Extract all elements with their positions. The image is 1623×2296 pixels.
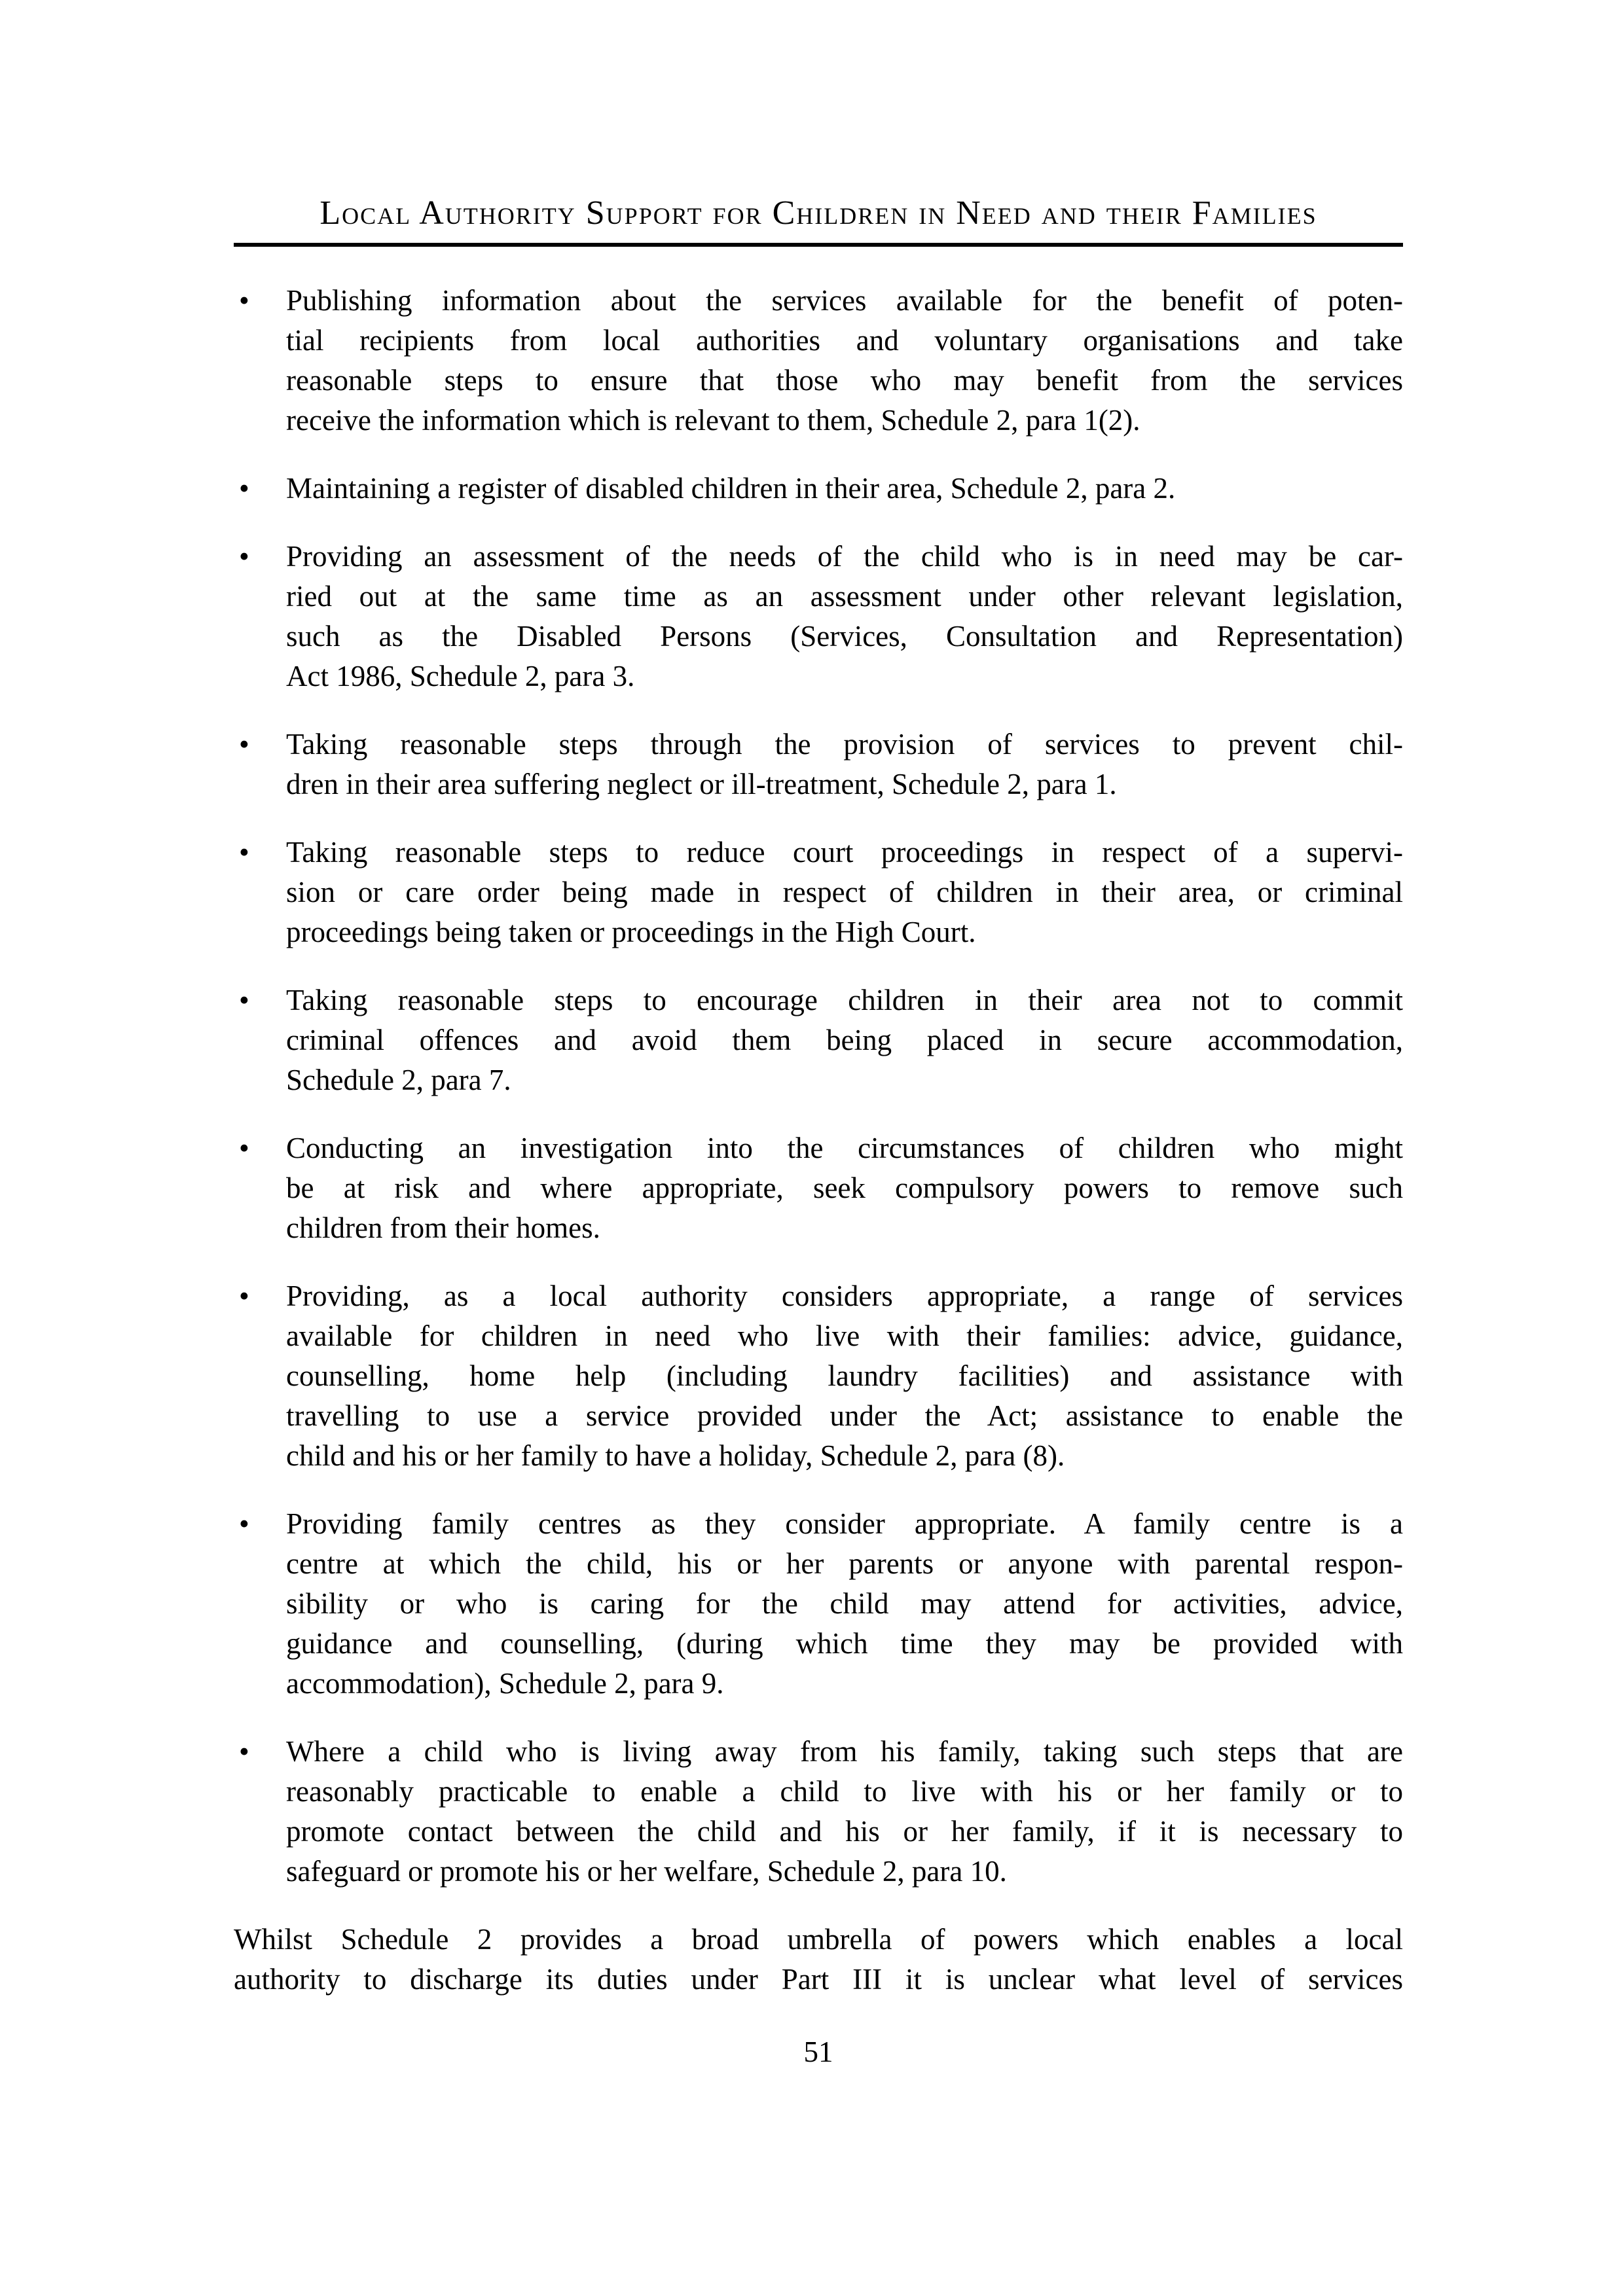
text-line: available for children in need who live with their families: advice, guidance, <box>286 1319 1403 1352</box>
bullet-marker-icon: • <box>239 728 249 761</box>
text-line: receive the information which is relevant to them, Schedule 2, para 1(2). <box>286 404 1140 437</box>
text-line: reasonably practicable to enable a child to live with his or her family or to <box>286 1775 1403 1808</box>
text-line: criminal offences and avoid them being placed in secure accommodation, <box>286 1024 1403 1056</box>
text-line: Act 1986, Schedule 2, para 3. <box>286 660 635 692</box>
text-line: Maintaining a register of disabled children in their area, Schedule 2, para 2. <box>286 472 1176 505</box>
text-line: Providing family centres as they consider appropriate. A family centre is a <box>286 1507 1403 1540</box>
list-item <box>234 1732 1403 1892</box>
list-item <box>234 725 1403 804</box>
text-line: sion or care order being made in respect of children in their area, or criminal <box>286 876 1403 908</box>
text-line: Taking reasonable steps to encourage children in their area not to commit <box>286 984 1403 1016</box>
bullet-list <box>234 281 1403 1892</box>
list-item <box>234 980 1403 1100</box>
text-line: proceedings being taken or proceedings in the High Court. <box>286 916 976 948</box>
text-line: Taking reasonable steps through the provision of services to prevent chil- <box>286 728 1403 761</box>
text-line: child and his or her family to have a holiday, Schedule 2, para (8). <box>286 1439 1065 1472</box>
bullet-marker-icon: • <box>239 284 249 317</box>
text-line: counselling, home help (including laundry facilities) and assistance with <box>286 1359 1403 1392</box>
text-line: centre at which the child, his or her parents or anyone with parental respon- <box>286 1547 1403 1580</box>
text-line: authority to discharge its duties under Part III it is unclear what level of services <box>234 1963 1403 1996</box>
text-line: tial recipients from local authorities and voluntary organisations and take <box>286 324 1403 357</box>
text-line: Providing, as a local authority considers appropriate, a range of services <box>286 1280 1403 1312</box>
text-line: promote contact between the child and his or her family, if it is necessary to <box>286 1815 1403 1848</box>
page-content <box>234 0 1403 2068</box>
text-line: Schedule 2, para 7. <box>286 1064 511 1096</box>
text-line: guidance and counselling, (during which time they may be provided with <box>286 1627 1403 1660</box>
text-line: such as the Disabled Persons (Services, Consultation and Representation) <box>286 620 1403 653</box>
page-number: 51 <box>803 2036 833 2068</box>
closing-paragraph <box>234 1920 1403 2000</box>
text-line: be at risk and where appropriate, seek compulsory powers to remove such <box>286 1172 1403 1204</box>
bullet-marker-icon: • <box>239 540 249 573</box>
text-line: travelling to use a service provided under the Act; assistance to enable the <box>286 1399 1403 1432</box>
list-item <box>234 833 1403 952</box>
bullet-marker-icon: • <box>239 1280 249 1312</box>
list-item <box>234 469 1403 509</box>
text-line: reasonable steps to ensure that those who may benefit from the services <box>286 364 1403 397</box>
text-line: Publishing information about the services available for the benefit of poten- <box>286 284 1403 317</box>
text-line: ried out at the same time as an assessment under other relevant legislation, <box>286 580 1403 613</box>
list-item <box>234 1276 1403 1476</box>
text-line: Whilst Schedule 2 provides a broad umbrella of powers which enables a local <box>234 1923 1403 1956</box>
list-item <box>234 1128 1403 1248</box>
header-rule <box>234 243 1403 247</box>
text-line: sibility or who is caring for the child may attend for activities, advice, <box>286 1587 1403 1620</box>
list-item <box>234 537 1403 696</box>
text-line: children from their homes. <box>286 1211 600 1244</box>
list-item <box>234 281 1403 440</box>
text-line: Providing an assessment of the needs of the child who is in need may be car- <box>286 540 1403 573</box>
text-line: dren in their area suffering neglect or ill-treatment, Schedule 2, para 1. <box>286 768 1117 800</box>
text-line: Where a child who is living away from his family, taking such steps that are <box>286 1735 1403 1768</box>
bullet-marker-icon: • <box>239 1507 249 1540</box>
bullet-marker-icon: • <box>239 472 249 505</box>
list-item <box>234 1504 1403 1704</box>
text-line: Taking reasonable steps to reduce court proceedings in respect of a supervi- <box>286 836 1403 869</box>
bullet-marker-icon: • <box>239 836 249 869</box>
running-header: Local Authority Support for Children in Need and their Families <box>319 194 1317 232</box>
bullet-marker-icon: • <box>239 1735 249 1768</box>
text-line: accommodation), Schedule 2, para 9. <box>286 1667 724 1700</box>
bullet-marker-icon: • <box>239 984 249 1016</box>
text-line: Conducting an investigation into the circumstances of children who might <box>286 1132 1403 1164</box>
text-line: safeguard or promote his or her welfare, Schedule 2, para 10. <box>286 1855 1007 1888</box>
bullet-marker-icon: • <box>239 1132 249 1164</box>
